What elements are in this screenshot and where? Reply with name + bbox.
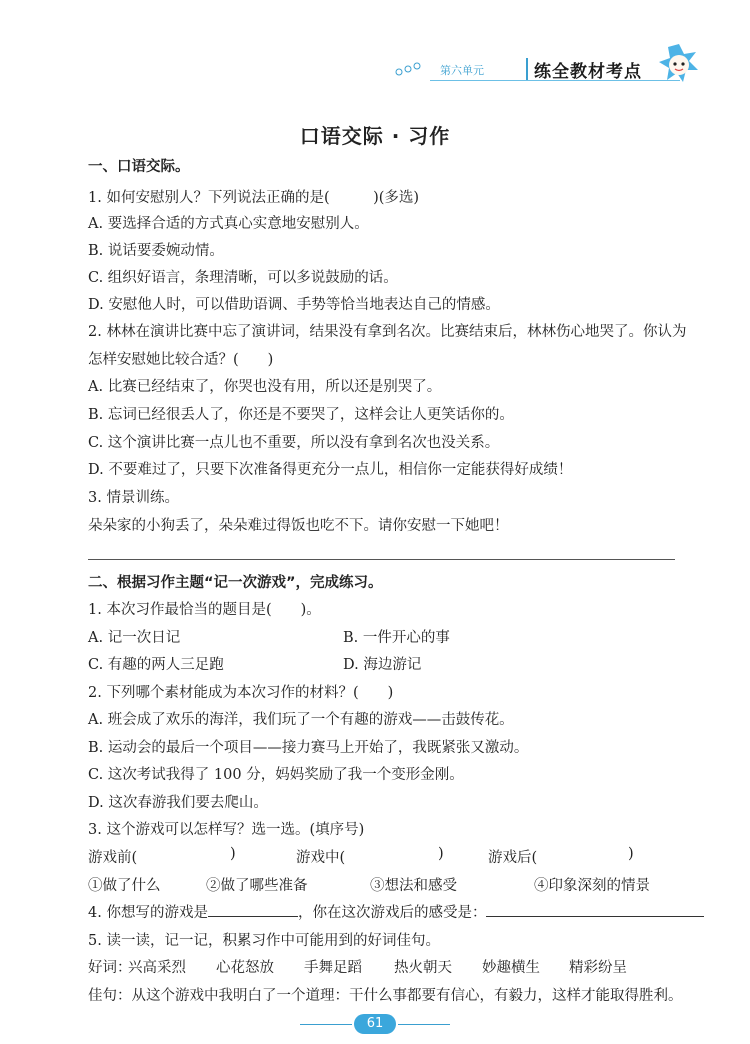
choice: ④印象深刻的情景 [534,878,650,894]
during-close: ) [438,846,444,862]
page-title: 口语交际 · 习作 [299,124,451,148]
footer-line [398,1024,450,1025]
choice: ③想法和感受 [370,878,457,894]
game-name-blank[interactable] [208,902,298,917]
question-stem: 5. 读一读，记一记，积累习作中可能用到的好词佳句。 [88,933,440,949]
scenario-text: 朵朵家的小狗丢了，朵朵难过得饭也吃不下。请你安慰一下她吧！ [88,518,509,534]
after-label: 游戏后( [488,850,538,866]
option: D. 海边游记 [343,657,422,673]
before-close: ) [230,846,236,862]
answer-line[interactable] [88,559,675,560]
question-stem [88,901,704,922]
question-stem: 1. 本次习作最恰当的题目是( )。 [88,602,321,618]
brand-title: 练全教材考点 [534,62,642,82]
option: B. 说话要委婉动情。 [88,243,224,259]
header-bar [526,58,528,80]
during-label: 游戏中( [296,850,346,866]
option: A. 班会成了欢乐的海洋，我们玩了一个有趣的游戏——击鼓传花。 [88,712,514,728]
q4-part1: 4. 你想写的游戏是 [88,905,208,921]
option: B. 一件开心的事 [343,630,450,646]
option: D. 不要难过了，只要下次准备得更充分一点儿，相信你一定能获得好成绩！ [88,462,573,478]
question-stem: 3. 情景训练。 [88,490,179,506]
option: B. 运动会的最后一个项目——接力赛马上开始了，我既紧张又激动。 [88,740,529,756]
question-stem: 2. 下列哪个素材能成为本次习作的材料？( ) [88,685,394,701]
decorative-dots-icon [395,62,435,78]
choice: ①做了什么 [88,878,161,894]
question-stem: 3. 这个游戏可以怎样写？选一选。(填序号) [88,822,365,838]
option: B. 忘词已经很丢人了，你还是不要哭了，这样会让人更笑话你的。 [88,407,514,423]
unit-label: 第六单元 [440,64,484,77]
feeling-blank[interactable] [486,902,704,917]
question-stem: 2. 林林在演讲比赛中忘了演讲词，结果没有拿到名次。比赛结束后，林林伤心地哭了。你认为 [88,324,687,340]
option: D. 安慰他人时，可以借助语调、手势等恰当地表达自己的情感。 [88,297,500,313]
section-heading: 二、根据习作主题“记一次游戏”，完成练习。 [88,575,383,591]
footer-line [300,1024,352,1025]
question-stem: 1. 如何安慰别人？下列说法正确的是( )(多选) [88,190,420,206]
option: C. 这次考试我得了 100 分，妈妈奖励了我一个变形金刚。 [88,767,464,783]
question-stem-cont: 怎样安慰她比较合适？( ) [88,352,274,368]
words-label: 好词： [88,960,132,976]
page-number: 61 [354,1014,396,1034]
q4-part2: ，你在这次游戏后的感受是： [297,905,487,921]
after-close: ) [628,846,634,862]
good-word: 妙趣横生 [482,960,540,976]
good-sentence: 佳句：从这个游戏中我明白了一个道理：干什么事都要有信心，有毅力，这样才能取得胜利。 [88,988,683,1004]
option: A. 记一次日记 [88,630,181,646]
option: A. 要选择合适的方式真心实意地安慰别人。 [88,216,369,232]
section-heading: 一、口语交际。 [88,159,190,175]
good-word: 兴高采烈 [128,960,186,976]
option: A. 比赛已经结束了，你哭也没有用，所以还是别哭了。 [88,379,442,395]
option: C. 组织好语言，条理清晰，可以多说鼓励的话。 [88,270,398,286]
mascot-icon [656,42,702,86]
before-label: 游戏前( [88,850,138,866]
good-word: 手舞足蹈 [304,960,362,976]
choice: ②做了哪些准备 [206,878,308,894]
good-word: 热火朝天 [394,960,452,976]
option: C. 这个演讲比赛一点儿也不重要，所以没有拿到名次也没关系。 [88,435,500,451]
option: C. 有趣的两人三足跑 [88,657,224,673]
good-word: 心花怒放 [216,960,274,976]
good-word: 精彩纷呈 [569,960,627,976]
option: D. 这次春游我们要去爬山。 [88,795,268,811]
